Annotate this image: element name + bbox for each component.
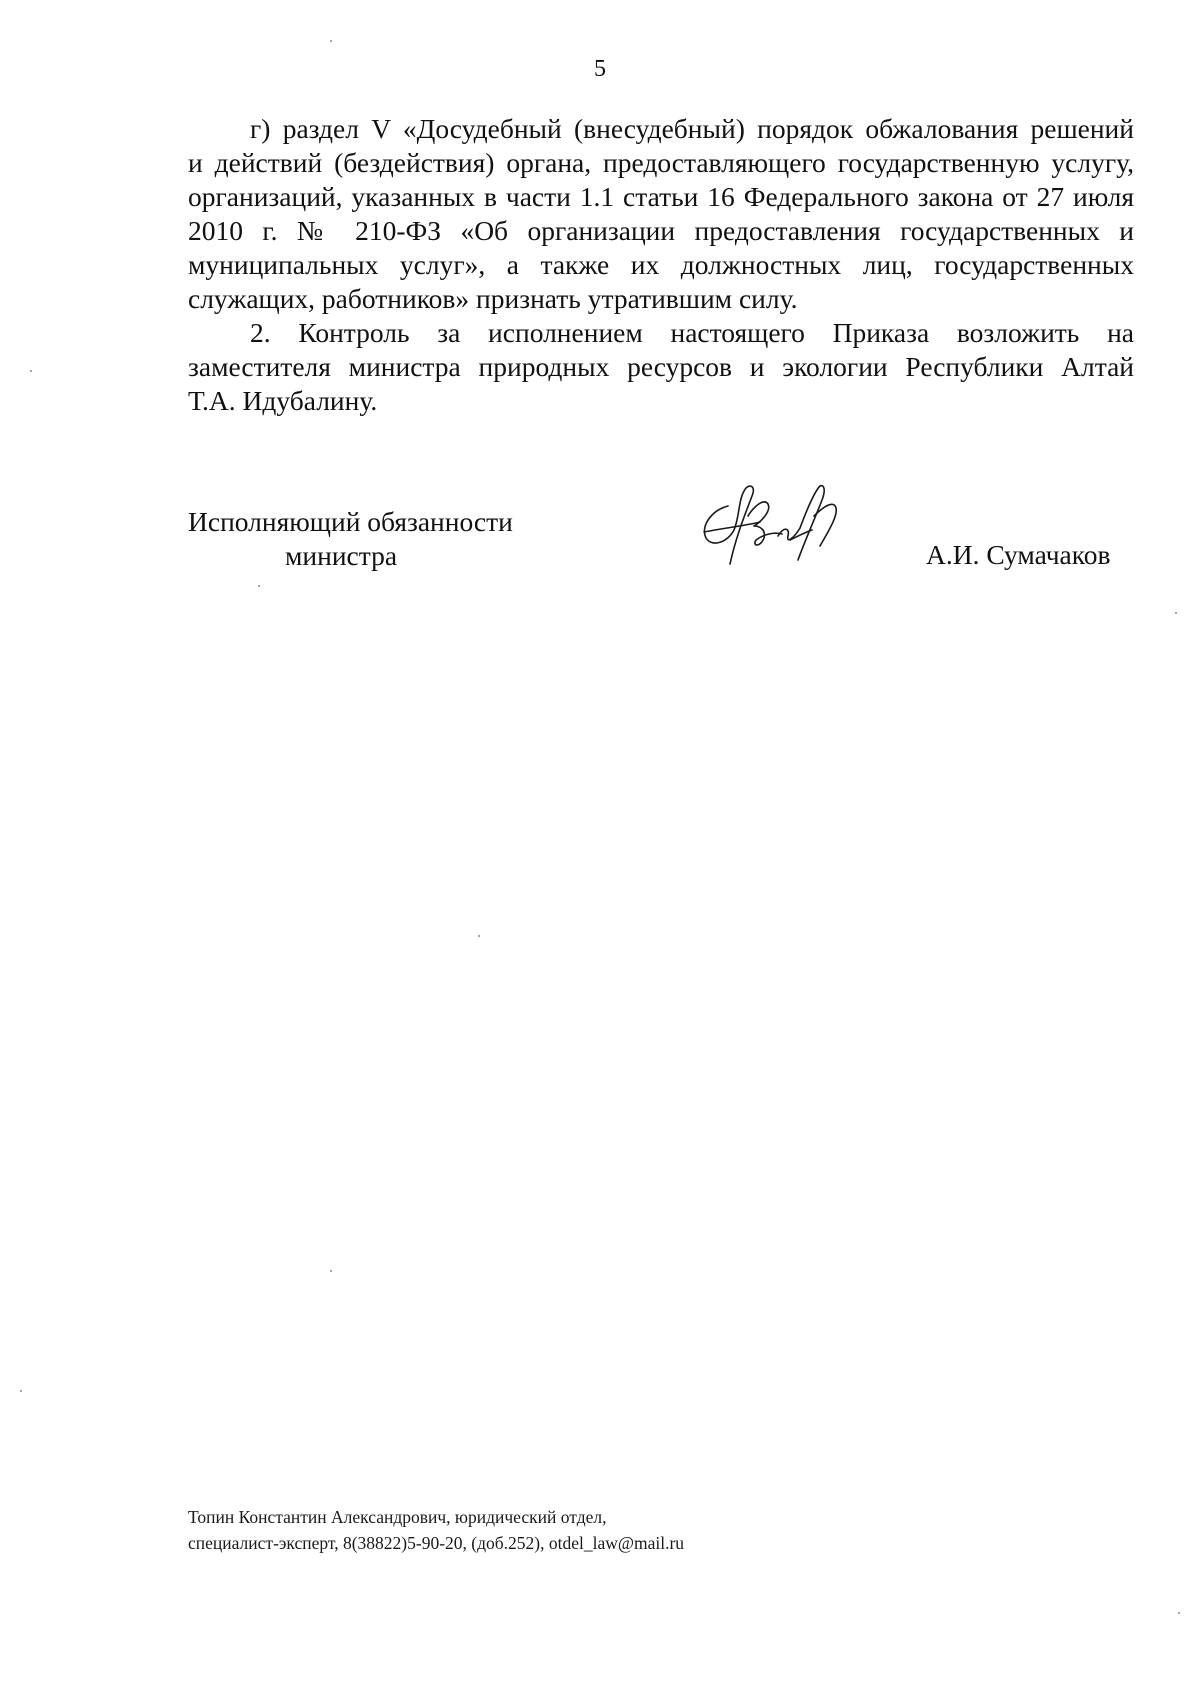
signatory-title-line2: министра — [285, 540, 398, 571]
text-line: 2010 г. № 210-ФЗ «Об организации предоставления государственных и — [188, 215, 1134, 246]
signatory-name: А.И. Сумачаков — [926, 539, 1111, 570]
paragraph-section-v — [188, 112, 1134, 316]
scan-speck — [30, 370, 32, 372]
document-body — [188, 112, 1134, 418]
scan-speck — [20, 1390, 22, 1392]
text-line: г) раздел V «Досудебный (внесудебный) порядок обжалования решений — [250, 113, 1134, 144]
text-line: организаций, указанных в части 1.1 статьи 16 Федерального закона от 27 июля — [188, 181, 1134, 212]
scan-speck — [330, 40, 332, 42]
scan-speck — [330, 1270, 332, 1272]
executor-info — [188, 1504, 684, 1556]
signatory-title-line1: Исполняющий обязанности — [188, 506, 513, 537]
text-line: служащих, работников» признать утратившим силу. — [188, 283, 798, 314]
text-line: Т.А. Идубалину. — [188, 385, 378, 416]
handwritten-signature — [694, 476, 854, 576]
text-line: и действий (бездействия) органа, предоставляющего государственную услугу, — [188, 147, 1134, 178]
text-line: муниципальных услуг», а также их должностных лиц, государственных — [188, 249, 1134, 280]
paragraph-control — [188, 316, 1134, 418]
page-number: 5 — [594, 56, 606, 82]
scan-speck — [1178, 1612, 1180, 1614]
text-line: 2. Контроль за исполнением настоящего Приказа возложить на — [250, 317, 1134, 348]
executor-line1: Топин Константин Александрович, юридический отдел, — [188, 1507, 607, 1527]
scan-speck — [258, 585, 260, 587]
text-line: заместителя министра природных ресурсов и экологии Республики Алтай — [188, 351, 1134, 382]
scan-speck — [478, 935, 480, 937]
scan-speck — [1175, 612, 1177, 614]
executor-line2: специалист-эксперт, 8(38822)5-90-20, (доб.252), otdel_law@mail.ru — [188, 1533, 685, 1553]
